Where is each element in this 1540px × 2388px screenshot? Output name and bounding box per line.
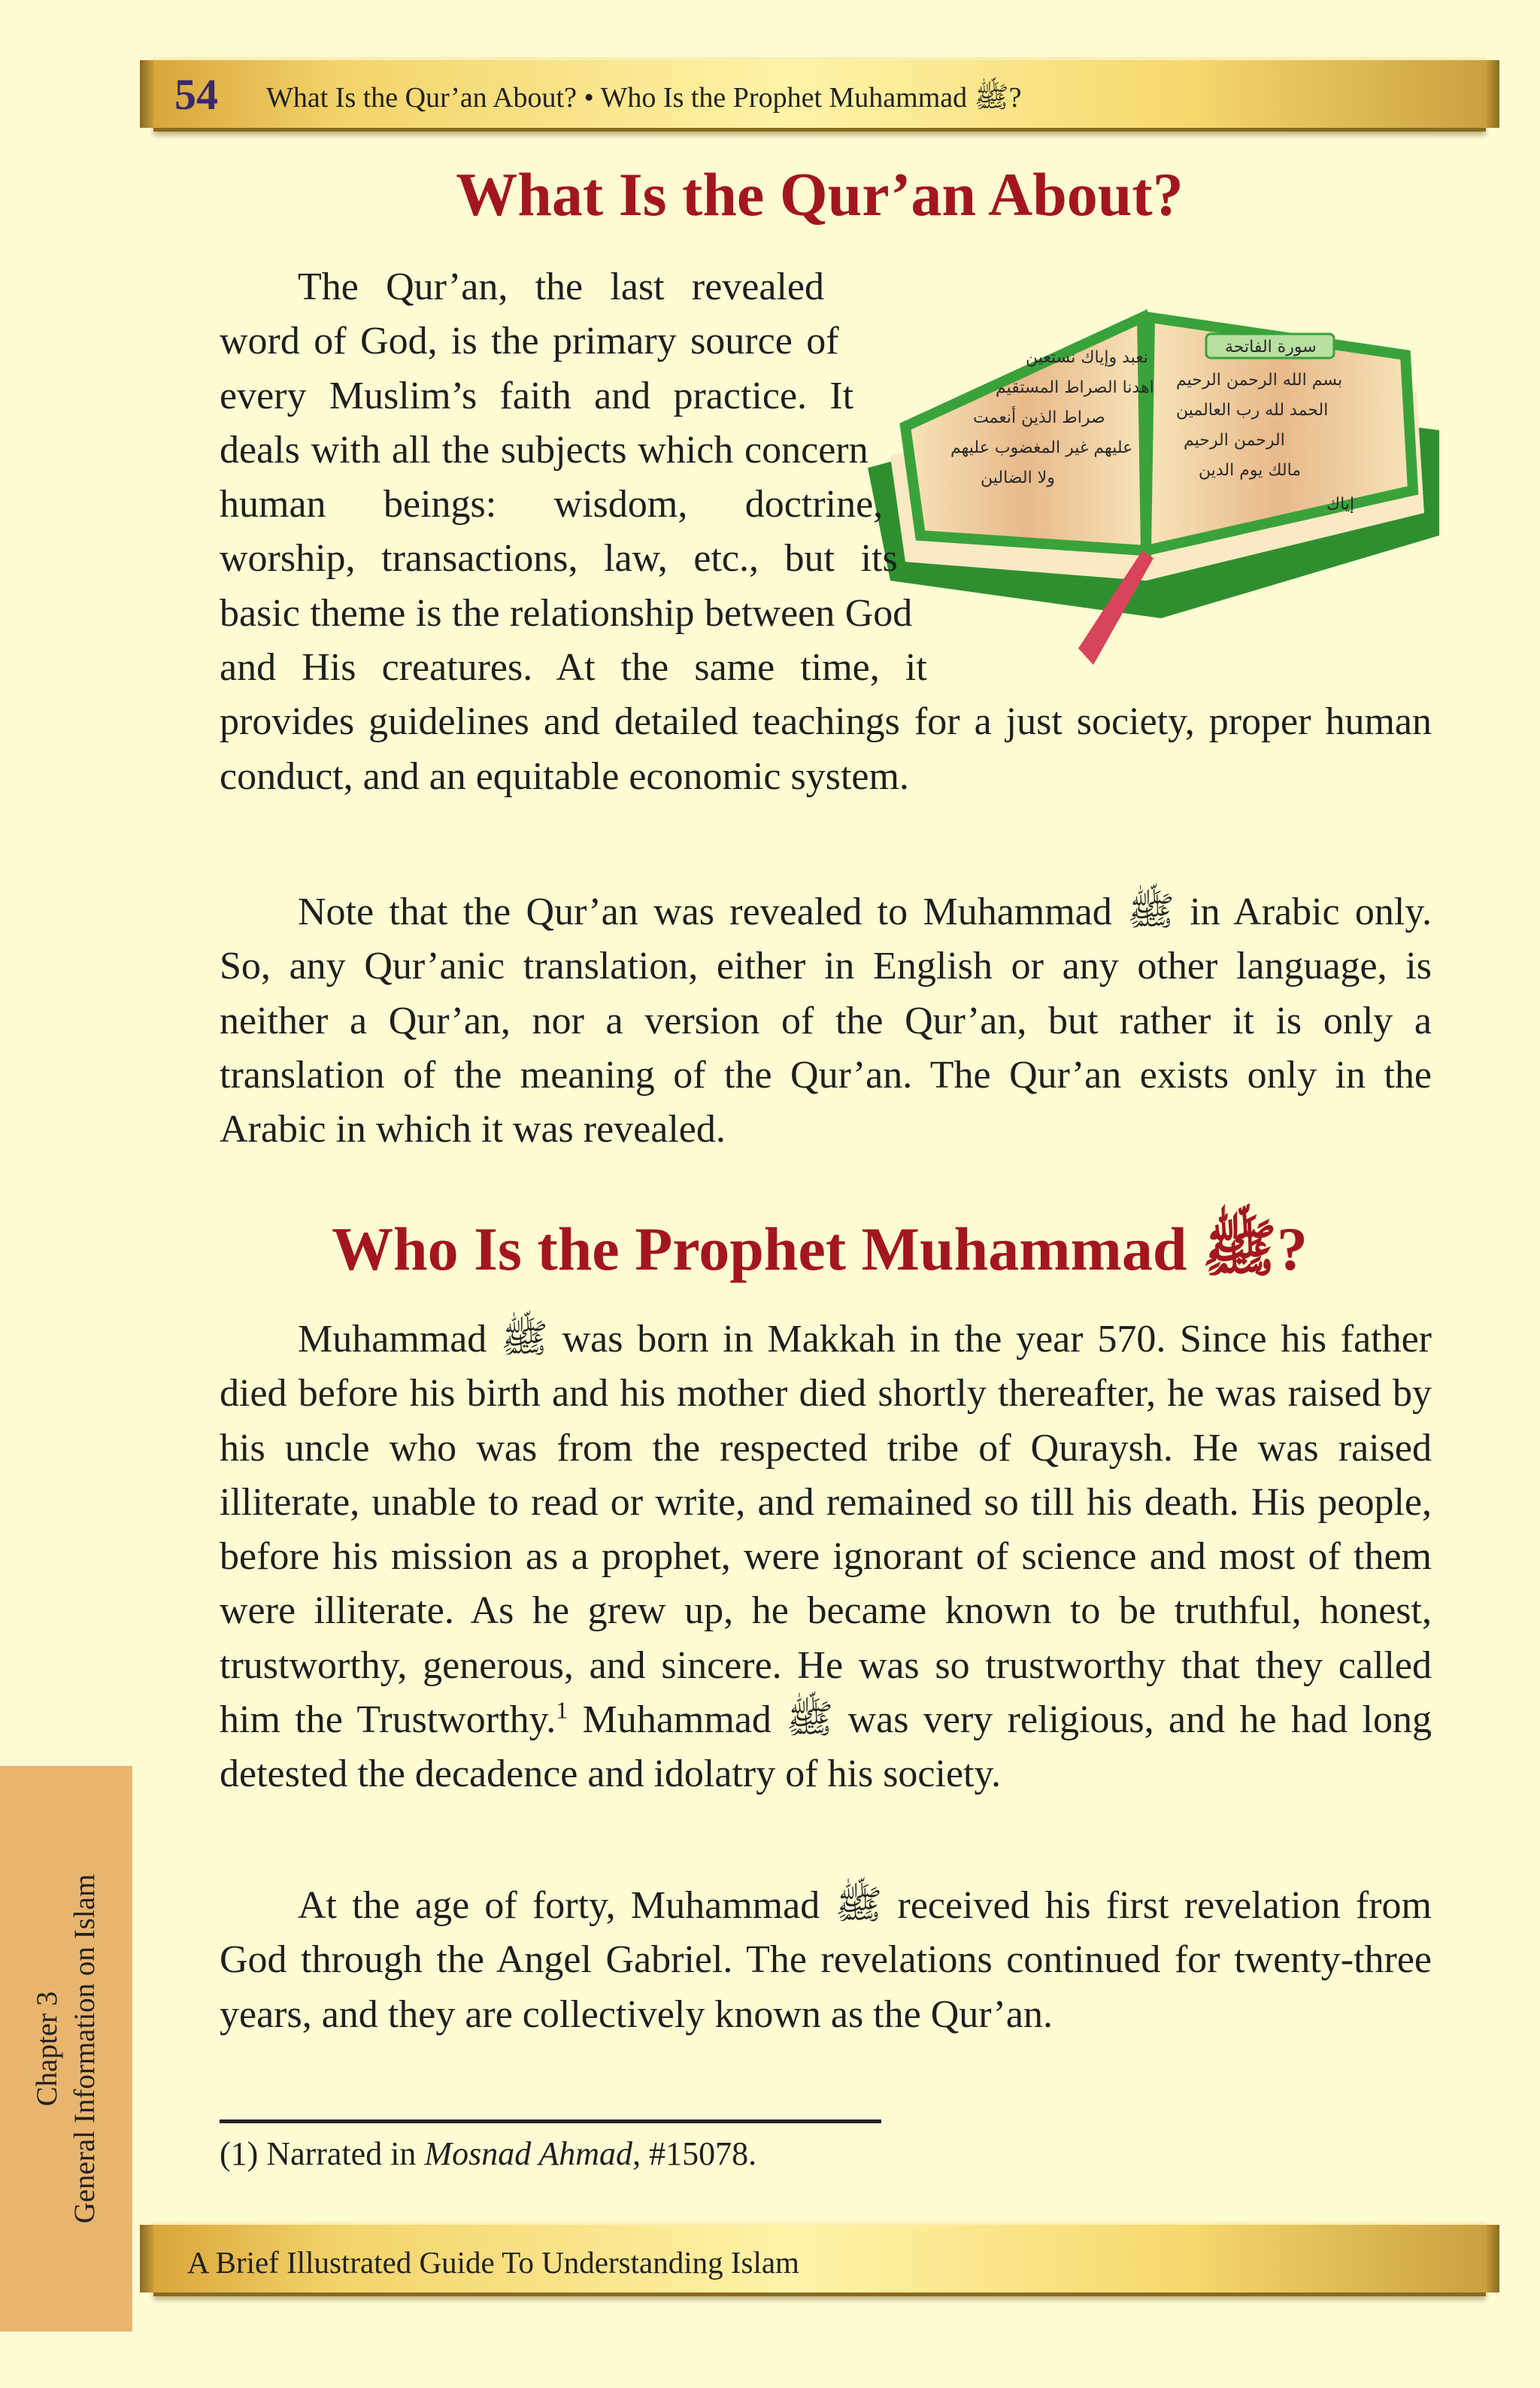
arabic-line: مالك يوم الدين <box>1199 461 1302 480</box>
paragraph-quran-intro <box>220 260 1432 804</box>
arabic-line: بسم الله الرحمن الرحيم <box>1176 371 1343 390</box>
footnote-prefix: (1) Narrated in <box>220 2135 425 2172</box>
page-number: 54 <box>174 70 218 119</box>
chapter-number: Chapter 3 <box>31 1991 63 2107</box>
arabic-line: الحمد لله رب العالمين <box>1176 401 1329 420</box>
paragraph-text: Muhammad ﷺ was born in Makkah in the year 570. Since his father died before his birth and his mother died shortly thereafter, he was raised by his uncle who was from the respected tribe of Quraysh. He was raised illiterate, unable to read or write, and remained so till his death. His people, before his mission as a prophet, were ignorant of science and most of them were illiterate. As he grew up, he became known to be truthful, honest, trustworthy, generous, and sincere. He was so trustworthy that they called him the Trustworthy. <box>220 1318 1432 1742</box>
footnote-source: Mosnad Ahmad <box>424 2135 633 2172</box>
arabic-line: الرحمن الرحيم <box>1184 431 1285 450</box>
footer-bar <box>153 2222 1486 2296</box>
open-quran-book-illustration <box>845 265 1462 665</box>
paragraph-first-revelation: At the age of forty, Muhammad ﷺ received his first revelation from God through the Angel Gabriel. The revelations continued for twenty-three years, and they are collectively known as the Qur’an. <box>220 1884 1432 2036</box>
paragraph-prophet-life <box>220 1312 1432 1802</box>
paragraph-text: The Qur’an, the last revealed word of God, is the primary source of every Muslim’s faith and practice. It deals with all the subjects which concern human beings: wisdom, doctrine, worship, transactions, law, etc., but its basic theme is the relationship between God and His creatures. At the same time, it provides guidelines and detailed teachings for a just society, proper human conduct, and an equitable economic system. <box>220 266 1432 798</box>
footnote-divider <box>220 2119 881 2123</box>
chapter-label <box>29 1766 104 2332</box>
arabic-line: نعبد وإياك نستعين <box>1026 348 1148 367</box>
paragraph-arabic-only: Note that the Qur’an was revealed to Muhammad ﷺ in Arabic only. So, any Qur’anic translation, either in English or any other language, is neither a Qur’an, nor a version of the Qur’an, but rather it is only a translation of the meaning of the Qur’an. The Qur’an exists only in the Arabic in which it was revealed. <box>220 891 1432 1152</box>
header-bar <box>153 57 1486 132</box>
book-title: A Brief Illustrated Guide To Understanding Islam <box>187 2245 799 2280</box>
footnote <box>220 2135 756 2173</box>
section-title-prophet: Who Is the Prophet Muhammad ﷺ? <box>331 1215 1308 1283</box>
arabic-line: سورة الفاتحة <box>1225 338 1317 357</box>
arabic-line: صراط الذين أنعمت <box>973 408 1105 427</box>
arabic-line: إياك <box>1326 495 1355 514</box>
chapter-side-tab <box>0 1766 132 2332</box>
footnote-suffix: , #15078. <box>632 2135 757 2172</box>
section-title-quran: What Is the Qur’an About? <box>456 160 1184 229</box>
arabic-line: عليهم غير المغضوب عليهم <box>950 438 1133 457</box>
arabic-line: ولا الضالين <box>981 469 1055 487</box>
chapter-title: General Information on Islam <box>68 1874 101 2224</box>
arabic-line: اهدنا الصراط المستقيم <box>996 378 1154 397</box>
paragraph-text: Muhammad ﷺ was very religious, and he had long detested the decadence and idolatry of his society. <box>220 1698 1432 1796</box>
footnote-marker[interactable]: 1 <box>556 1696 568 1724</box>
running-head: What Is the Qur’an About? • Who Is the Prophet Muhammad ﷺ? <box>266 82 1022 114</box>
